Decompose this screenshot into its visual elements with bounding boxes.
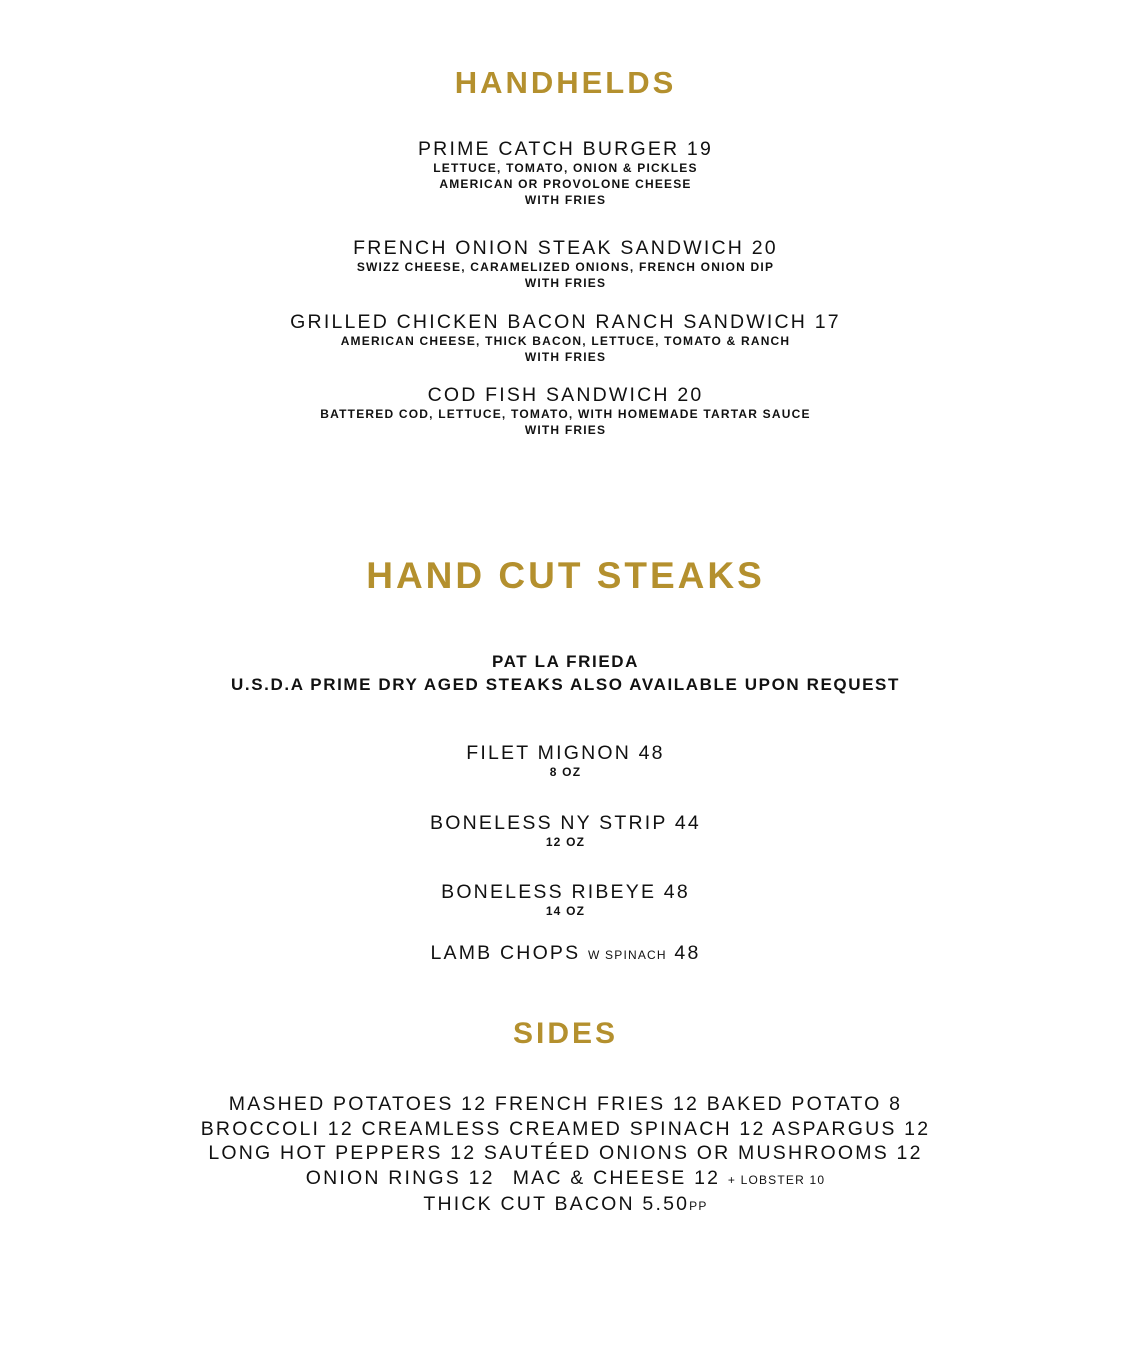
menu-item-chicken <box>0 311 1131 365</box>
item-title: BONELESS NY STRIP 44 <box>430 812 701 834</box>
side-addon: + LOBSTER 10 <box>727 1172 826 1187</box>
item-title: PRIME CATCH BURGER 19 <box>417 138 714 160</box>
item-title: GRILLED CHICKEN BACON RANCH SANDWICH 17 <box>290 311 841 333</box>
supplier-line: U.S.D.A PRIME DRY AGED STEAKS ALSO AVAILABLE UPON REQUEST <box>231 675 900 694</box>
sides-line: MASHED POTATOES 12 FRENCH FRIES 12 BAKED POTATO 8 <box>228 1093 903 1115</box>
item-desc: BATTERED COD, LETTUCE, TOMATO, WITH HOMEMADE TARTAR SAUCE <box>320 407 811 421</box>
item-desc: WITH FRIES <box>524 423 607 437</box>
supplier-note <box>0 650 1131 696</box>
item-title: COD FISH SANDWICH 20 <box>427 384 704 406</box>
menu-item-strip <box>0 812 1131 850</box>
lamb-name: LAMB CHOPS <box>430 942 581 964</box>
item-desc: SWIZZ CHEESE, CARAMELIZED ONIONS, FRENCH ONION DIP <box>356 260 775 274</box>
item-desc: AMERICAN CHEESE, THICK BACON, LETTUCE, TOMATO & RANCH <box>340 334 791 348</box>
menu-item-french-onion <box>0 237 1131 291</box>
side-item: ONION RINGS 12 <box>305 1166 495 1189</box>
item-desc: LETTUCE, TOMATO, ONION & PICKLES <box>433 161 698 175</box>
item-title: FRENCH ONION STEAK SANDWICH 20 <box>353 237 778 259</box>
item-desc: 8 OZ <box>549 765 582 779</box>
lamb-price: 48 <box>674 942 701 964</box>
menu-item-cod <box>0 384 1131 438</box>
sides-heading: SIDES <box>512 1017 619 1050</box>
item-desc: 12 OZ <box>545 835 586 849</box>
menu-item-filet <box>0 742 1131 780</box>
item-desc: WITH FRIES <box>524 193 607 207</box>
sides-list <box>0 1092 1131 1219</box>
lamb-note: W SPINACH <box>587 948 667 962</box>
item-desc: WITH FRIES <box>524 276 607 290</box>
supplier-line: PAT LA FRIEDA <box>491 652 640 671</box>
sides-line <box>0 1192 1131 1219</box>
menu-item-burger <box>0 138 1131 208</box>
sides-line: BROCCOLI 12 CREAMLESS CREAMED SPINACH 12 ASPARGUS 12 <box>200 1117 931 1140</box>
steaks-heading: HAND CUT STEAKS <box>366 555 765 596</box>
menu-item-lamb <box>0 942 1131 966</box>
side-item: MAC & CHEESE 12 <box>512 1166 721 1189</box>
handhelds-heading: HANDHELDS <box>454 65 677 100</box>
sides-line <box>0 1166 1131 1193</box>
item-title <box>0 942 1131 966</box>
item-desc: AMERICAN OR PROVOLONE CHEESE <box>439 177 692 191</box>
sides-line: LONG HOT PEPPERS 12 SAUTÉED ONIONS OR MUSHROOMS 12 <box>208 1142 923 1165</box>
item-desc: 14 OZ <box>545 904 586 918</box>
item-title: BONELESS RIBEYE 48 <box>441 881 690 903</box>
menu-item-ribeye <box>0 881 1131 919</box>
side-unit: PP <box>689 1199 708 1214</box>
item-desc: WITH FRIES <box>524 350 607 364</box>
side-item: THICK CUT BACON 5.50 <box>423 1193 690 1216</box>
item-title: FILET MIGNON 48 <box>466 742 665 764</box>
